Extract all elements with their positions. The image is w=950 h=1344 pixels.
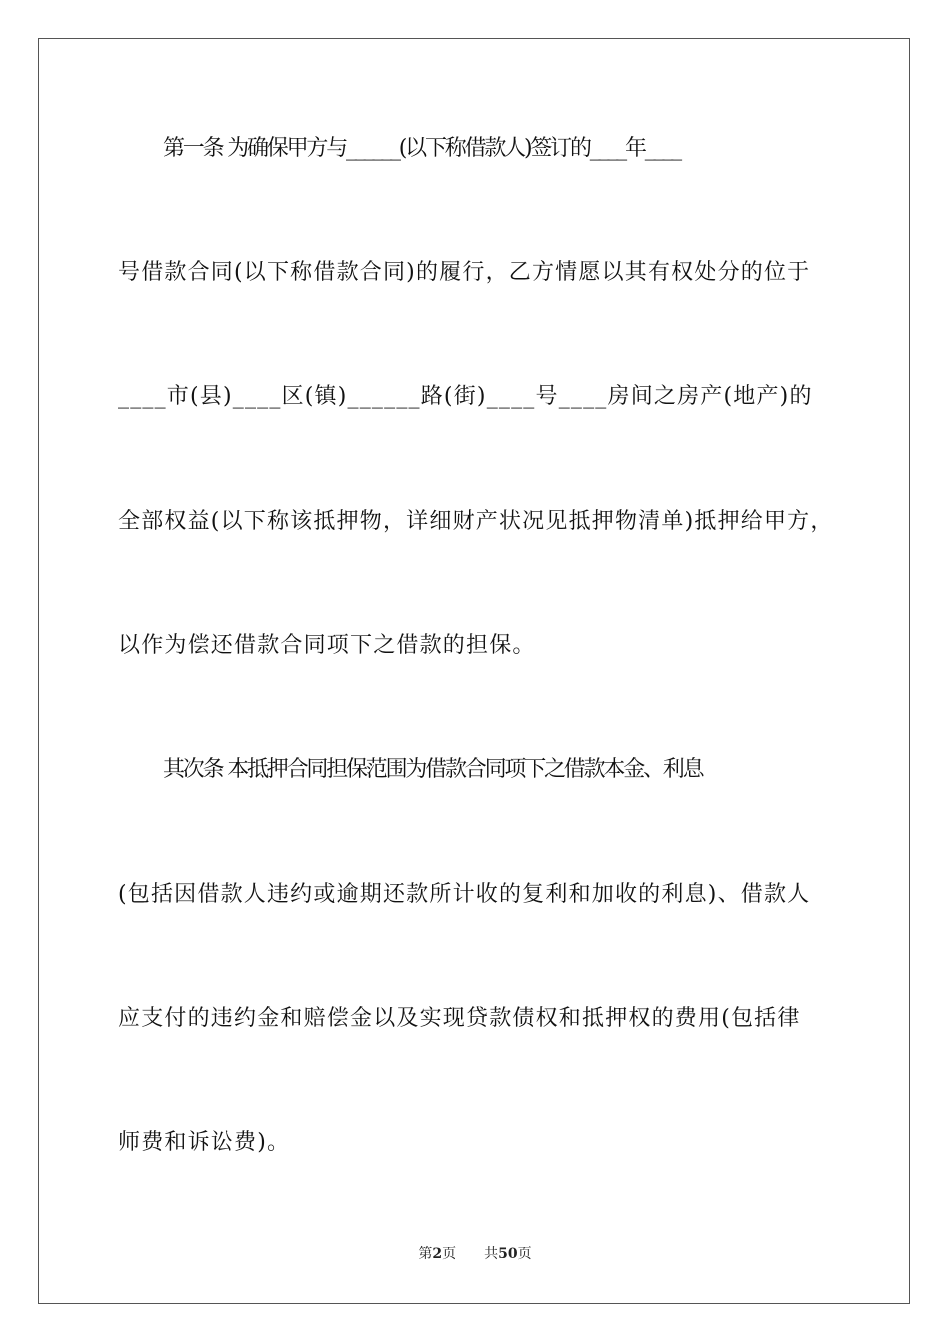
total-prefix: 共 [484, 1246, 499, 1262]
page-prefix: 第 [418, 1246, 433, 1262]
paragraph-1-line-5: 以作为偿还借款合同项下之借款的担保。 [118, 633, 536, 658]
paragraph-2-line-1: 其次条 本抵押合同担保范围为借款合同项下之借款本金、利息 [163, 757, 703, 782]
paragraph-2-line-2: (包括因借款人违约或逾期还款所计收的复利和加收的利息)、借款人 [118, 882, 811, 907]
paragraph-1-line-3: ____市(县)____区(镇)______路(街)____号____房间之房产(地产)的 [118, 384, 813, 409]
page-suffix: 页 [442, 1246, 457, 1262]
total-pages: 50 [498, 1246, 518, 1262]
total-suffix: 页 [517, 1246, 532, 1262]
paragraph-1-line-4: 全部权益(以下称该抵押物，详细财产状况见抵押物清单)抵押给甲方， [118, 509, 834, 534]
page-footer [0, 1244, 950, 1264]
paragraph-2-line-3: 应支付的违约金和赔偿金以及实现贷款债权和抵押权的费用(包括律 [118, 1006, 801, 1031]
paragraph-1-line-1: 第一条 为确保甲方与______(以下称借款人)签订的____年____ [163, 136, 680, 161]
page-number: 2 [432, 1246, 443, 1262]
paragraph-2-line-4: 师费和诉讼费)。 [118, 1130, 291, 1155]
paragraph-1-line-2: 号借款合同(以下称借款合同)的履行，乙方情愿以其有权处分的位于 [118, 260, 811, 285]
page-frame [38, 38, 910, 1304]
